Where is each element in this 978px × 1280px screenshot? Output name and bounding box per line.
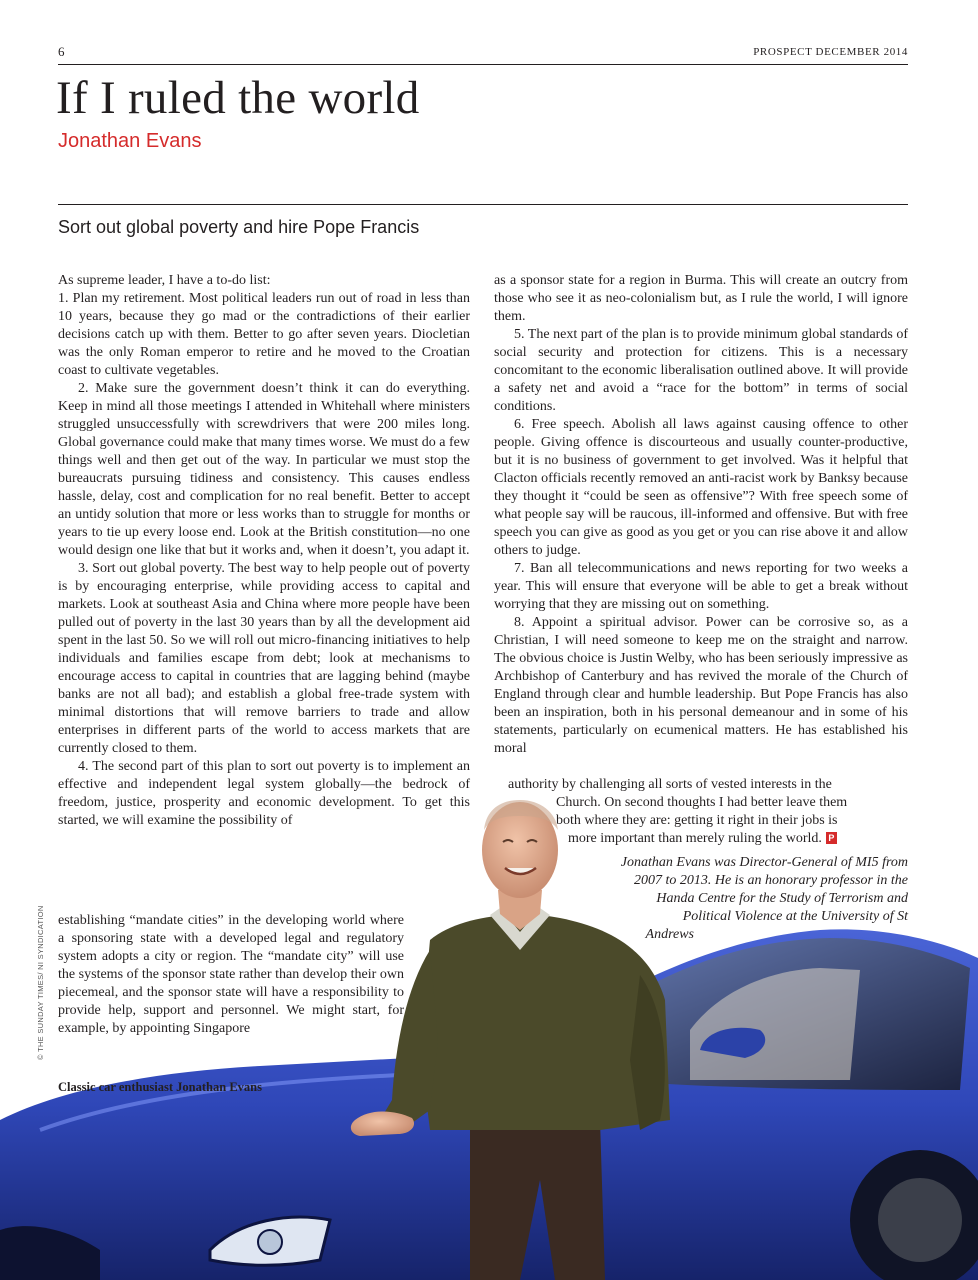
paragraph-5: 5. The next part of the plan is to provide minimum global standards of social security and protection for citizens. This is a necessary concomitant to the economic liberalisation outlined above. It will provide a safety net and avoid a “race for the bottom” in terms of social conditions. bbox=[494, 327, 908, 414]
photo-caption: Classic car enthusiast Jonathan Evans bbox=[58, 1080, 262, 1094]
intro-paragraph: As supreme leader, I have a to-do list: bbox=[58, 273, 271, 288]
paragraph-8: 8. Appoint a spiritual advisor. Power can be corrosive so, as a Christian, I will need someone to keep me on the straight and narrow. The obvious choice is Justin Welby, who has been seriously impressive as Archbishop of Canterbury and has revived the morale of the Church of England through clear and humble leadership. But Pope Francis has also been an inspiration, both in his personal demeanour and in some of his statements, particularly on ecumenical matters. He has established his moral bbox=[494, 615, 908, 756]
paragraph-1: 1. Plan my retirement. Most political leaders run out of road in less than 10 years, because they go mad or the contradictions of their earlier decisions catch up with them. Better to go after seven years. Diocletian was the only Roman emperor to retire and he moved to the Croatian coast to cultivate vegetables. bbox=[58, 291, 470, 378]
paragraph-8-wrapped bbox=[508, 776, 908, 848]
paragraph-8-line-4: more important than merely ruling the world. bbox=[568, 831, 822, 846]
paragraph-8-line-2: Church. On second thoughts I had better leave them bbox=[556, 795, 848, 810]
standfirst-rule bbox=[58, 204, 908, 205]
standfirst: Sort out global poverty and hire Pope Francis bbox=[58, 217, 420, 237]
bio-line: Political Violence at the University of St bbox=[682, 909, 908, 924]
paragraph-7: 7. Ban all telecommunications and news reporting for two weeks a year. This will ensure that everyone will be able to get a break without worrying that they are missing out on something. bbox=[494, 561, 908, 612]
paragraph-4-continued: as a sponsor state for a region in Burma. This will create an outcry from those who see it as neo-colonialism but, as I rule the world, I will ignore them. bbox=[494, 273, 908, 324]
bio-line: Handa Centre for the Study of Terrorism and bbox=[656, 891, 908, 906]
paragraph-8-line-1: authority by challenging all sorts of vested interests in the bbox=[508, 777, 832, 792]
column-right bbox=[494, 272, 908, 758]
page-number: 6 bbox=[58, 44, 65, 59]
bio-line: Andrews bbox=[645, 927, 694, 942]
paragraph-4-wrapped: establishing “mandate cities” in the developing world where a sponsoring state with a developed legal and regulatory system adopts a city or region. The “mandate city” will use the systems of the sponsor state rather than develop their own piecemeal, and the sponsor state will have a responsibility to provide help, support and personnel. We might start, for example, by appointing Singapore bbox=[58, 913, 404, 1036]
paragraph-6: 6. Free speech. Abolish all laws against causing offence to other people. Giving offence is discourteous and usually counter-productive, but it is no business of government to get involved. Was it helpful that Clacton officials recently removed an anti-racist work by Banksy because they thought it “could be seen as offensive”? With free speech some of what people say will be raucous, ill-informed and offensive. But with free speech you can give as good as you get or you can rise above it and allow others to judge. bbox=[494, 417, 908, 558]
paragraph-8-line-3: both where they are: getting it right in their jobs is bbox=[556, 813, 838, 828]
photo-credit: © THE SUNDAY TIMES/ NI SYNDICATION bbox=[36, 905, 45, 1060]
header-rule bbox=[58, 64, 908, 65]
author-bio bbox=[574, 854, 908, 944]
author-name: Jonathan Evans bbox=[58, 130, 202, 152]
column-left bbox=[58, 272, 470, 830]
paragraph-4: 4. The second part of this plan to sort out poverty is to implement an effective and independent legal system globally—the bedrock of freedom, justice, prosperity and economic development. To get this started, we will examine the possibility of bbox=[58, 759, 470, 828]
bio-line: Jonathan Evans was Director-General of MI5 from bbox=[620, 855, 908, 870]
article-title: If I ruled the world bbox=[56, 72, 420, 124]
end-mark-icon: P bbox=[826, 832, 837, 844]
bio-line: 2007 to 2013. He is an honorary professor in the bbox=[633, 873, 908, 888]
paragraph-3: 3. Sort out global poverty. The best way to help people out of poverty is by encouraging enterprise, while providing access to capital and markets. Look at southeast Asia and China where more people have been pulled out of poverty in the last 30 years than by all the development aid spent in the last 50. So we will roll out micro-financing initiatives to help individuals and families escape from debt; look at mechanisms to encourage access to capital in countries that are lagging behind (maybe banks are not all bad); and establish a global free-trade system with minimal distortions that will remove barriers to trade and allow enterprises in different parts of the world to access markets that are currently closed to them. bbox=[58, 561, 470, 756]
magazine-issue: PROSPECT DECEMBER 2014 bbox=[753, 46, 908, 58]
paragraph-2: 2. Make sure the government doesn’t think it can do everything. Keep in mind all those meetings I attended in Whitehall where ministers struggled unsuccessfully with screwdrivers that were 200 miles long. Global governance could make that many times worse. We must do a few things well and then get out of the way. In particular we must stop the bureaucrats pursuing tidiness and consistency. This causes endless hassle, delay, cost and complication for no real benefit. Better to accept an untidy solution that more or less works than to struggle for months or years to tie up every loose end. Look at the British constitution—no one would design one like that but it works and, when it doesn’t, you adapt it. bbox=[58, 381, 470, 558]
